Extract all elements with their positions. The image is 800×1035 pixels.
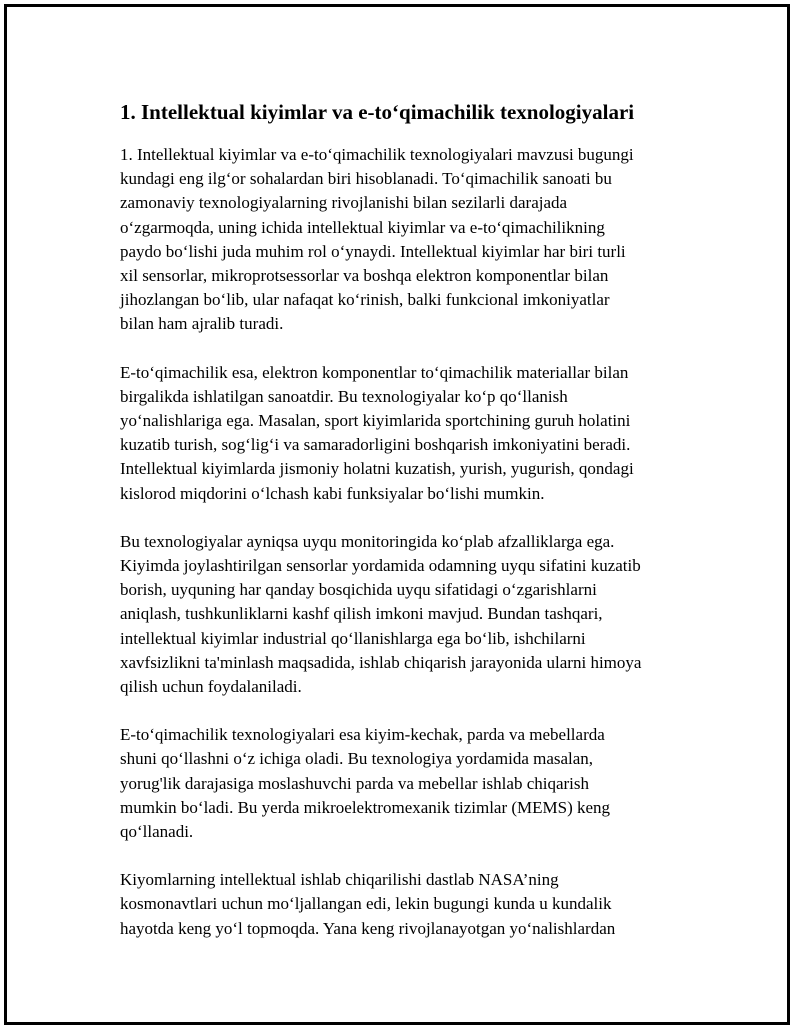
text-line: birgalikda ishlatilgan sanoatdir. Bu texnologiyalar ko‘p qo‘llanish <box>120 386 568 406</box>
text-line: xil sensorlar, mikroprotsessorlar va boshqa elektron komponentlar bilan <box>120 266 609 286</box>
text-line: qilish uchun foydalaniladi. <box>120 677 302 697</box>
text-line: mumkin bo‘ladi. Bu yerda mikroelektromexanik tizimlar (MEMS) keng <box>120 797 611 817</box>
text-line: qo‘llanadi. <box>120 822 194 842</box>
text-line: shuni qo‘llashni o‘z ichiga oladi. Bu texnologiya yordamida masalan, <box>120 749 594 769</box>
text-line: zamonaviy texnologiyalarning rivojlanishi bilan sezilarli darajada <box>120 193 568 213</box>
document-heading: 1. Intellektual kiyimlar va e-to‘qimachilik texnologiyalari <box>120 100 635 124</box>
text-line: E-to‘qimachilik esa, elektron komponentlar to‘qimachilik materiallar bilan <box>120 362 629 382</box>
document-content <box>120 97 710 965</box>
text-line: yo‘nalishlariga ega. Masalan, sport kiyimlarida sportchining guruh holatini <box>120 411 631 431</box>
text-line: 1. Intellektual kiyimlar va e-to‘qimachilik texnologiyalari mavzusi bugungi <box>120 145 634 164</box>
text-line: Kiyimda joylashtirilgan sensorlar yordamida odamning uyqu sifatini kuzatib <box>120 556 641 576</box>
paragraph-2 <box>120 361 710 506</box>
text-line: paydo bo‘lishi juda muhim rol o‘ynaydi. Intellektual kiyimlar har biri turli <box>120 241 626 261</box>
paragraph-5 <box>120 868 710 941</box>
document-page <box>4 4 790 1025</box>
paragraph-1 <box>120 143 710 337</box>
text-line: Intellektual kiyimlarda jismoniy holatni kuzatish, yurish, yugurish, qondagi <box>120 459 634 479</box>
text-line: aniqlash, tushkunliklarni kashf qilish imkoni mavjud. Bundan tashqari, <box>120 604 603 624</box>
paragraph-3 <box>120 530 710 699</box>
text-line: kislorod miqdorini o‘lchash kabi funksiyalar bo‘lishi mumkin. <box>120 483 545 503</box>
text-line: Bu texnologiyalar ayniqsa uyqu monitoringida ko‘plab afzalliklarga ega. <box>120 531 615 551</box>
text-line: hayotda keng yo‘l topmoqda. Yana keng rivojlanayotgan yo‘nalishlardan <box>120 918 616 938</box>
text-line: xavfsizlikni ta'minlash maqsadida, ishlab chiqarish jarayonida ularni himoya <box>120 652 642 672</box>
text-line: jihozlangan bo‘lib, ular nafaqat ko‘rinish, balki funkcional imkoniyatlar <box>120 290 610 310</box>
text-line: borish, uyquning har qanday bosqichida uyqu sifatidagi o‘zgarishlarni <box>120 580 597 600</box>
paragraph-4 <box>120 723 710 844</box>
text-line: yorug'lik darajasiga moslashuvchi parda va mebellar ishlab chiqarish <box>120 773 590 793</box>
text-line: kosmonavtlari uchun mo‘ljallangan edi, lekin bugungi kunda u kundalik <box>120 894 612 914</box>
text-line: kuzatib turish, sog‘lig‘i va samaradorligini boshqarish imkoniyatini beradi. <box>120 435 631 455</box>
text-line: kundagi eng ilg‘or sohalardan biri hisoblanadi. To‘qimachilik sanoati bu <box>120 169 612 189</box>
text-line: bilan ham ajralib turadi. <box>120 314 284 334</box>
text-line: o‘zgarmoqda, uning ichida intellektual kiyimlar va e-to‘qimachilikning <box>120 217 605 237</box>
text-line: E-to‘qimachilik texnologiyalari esa kiyim-kechak, parda va mebellarda <box>120 725 605 745</box>
text-line: Kiyomlarning intellektual ishlab chiqarilishi dastlab NASA’ning <box>120 870 559 890</box>
text-line: intellektual kiyimlar industrial qo‘llanishlarga ega bo‘lib, ishchilarni <box>120 628 586 648</box>
